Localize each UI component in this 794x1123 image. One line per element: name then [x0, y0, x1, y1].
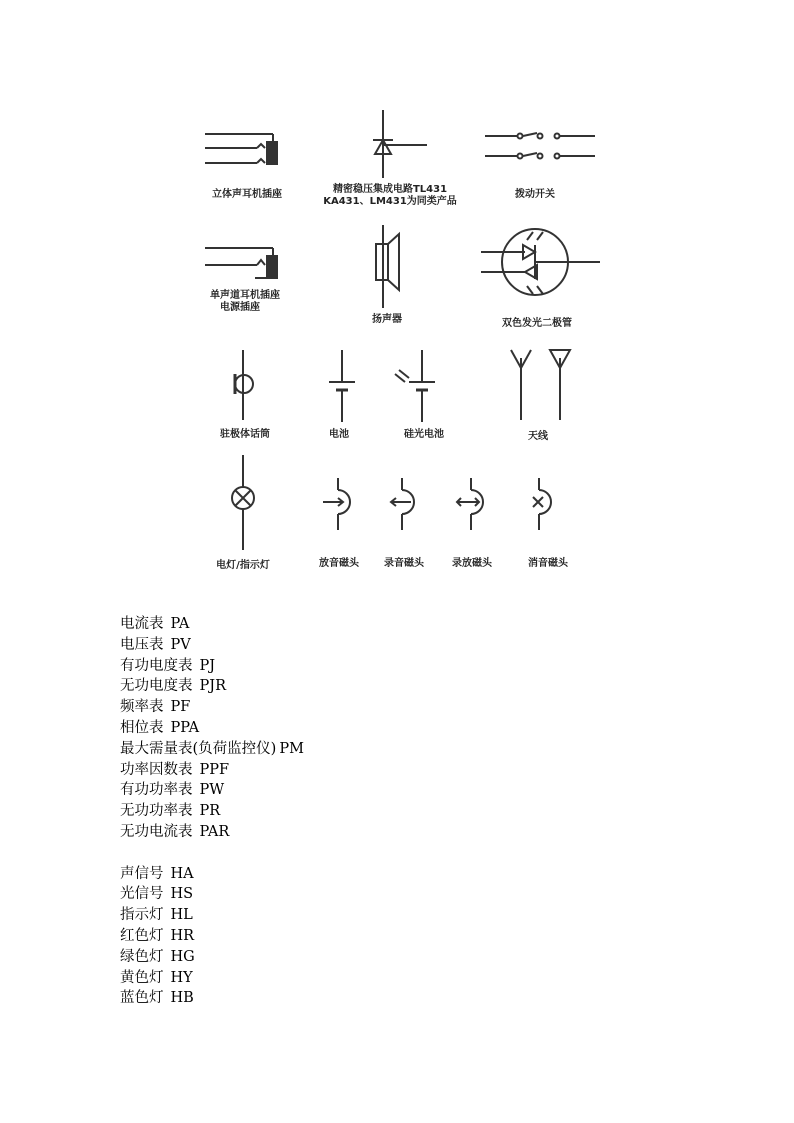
item-code: PJ: [199, 657, 216, 674]
list-item: [120, 926, 304, 947]
item-code: HS: [170, 886, 194, 903]
caption-speaker: 扬声器: [372, 314, 402, 325]
item-code: PAR: [199, 823, 230, 840]
list-item: [120, 718, 304, 739]
item-code: HL: [170, 907, 193, 924]
caption-record-head: 录音磁头: [384, 558, 424, 569]
item-code: HG: [170, 948, 195, 965]
erase-head-symbol: [533, 478, 551, 530]
electret-mic-symbol: [235, 350, 253, 420]
mono-jack-symbol: [205, 248, 277, 278]
item-code: PJR: [199, 678, 226, 695]
item-name: 频率表: [120, 699, 164, 716]
regulator-symbol: [373, 110, 427, 178]
caption-antenna: 天线: [528, 431, 548, 442]
item-name: 无功电度表: [120, 678, 193, 695]
list-item: [120, 697, 304, 718]
symbol-figure: [195, 100, 605, 580]
list-item: [120, 676, 304, 697]
item-name: 无功电流表: [120, 823, 193, 840]
item-code: PPF: [199, 761, 230, 778]
caption-toggle-switch: 拨动开关: [515, 189, 555, 200]
caption-erase-head: 消音磁头: [528, 558, 568, 569]
battery-symbol: [329, 350, 355, 422]
bicolor-led-symbol: [481, 229, 600, 295]
item-name: 电流表: [120, 616, 164, 632]
speaker-symbol: [376, 225, 399, 308]
antenna-symbol: [511, 350, 570, 420]
item-name: 声信号: [120, 865, 164, 882]
list-item: [120, 635, 304, 656]
item-name: 指示灯: [120, 907, 164, 924]
solar-cell-symbol: [395, 350, 435, 422]
item-code: HY: [170, 969, 193, 986]
item-code: HA: [170, 865, 194, 882]
list-item: [120, 968, 304, 989]
list-item: [120, 988, 304, 1009]
caption-stereo-jack: 立体声耳机插座: [212, 189, 282, 200]
caption-bicolor-led: 双色发光二极管: [502, 318, 572, 329]
item-code: PW: [199, 782, 225, 799]
item-code: PV: [170, 636, 191, 653]
item-name: 黄色灯: [120, 969, 164, 986]
item-code: PF: [170, 699, 191, 716]
item-name: 最大需量表(负荷监控仪): [120, 740, 277, 757]
list-item: [120, 801, 304, 822]
list-item: [120, 739, 304, 760]
item-name: 蓝色灯: [120, 990, 164, 1007]
list-item: [120, 864, 304, 885]
code-list: [120, 614, 304, 1009]
item-code: HR: [170, 927, 195, 944]
list-spacer: [120, 843, 304, 864]
item-name: 绿色灯: [120, 948, 164, 965]
item-name: 有功电度表: [120, 657, 193, 674]
list-item: [120, 614, 304, 635]
caption-play-head: 放音磁头: [319, 558, 359, 569]
caption-electret-mic: 驻极体话筒: [220, 429, 270, 440]
item-code: PA: [170, 616, 190, 632]
list-item: [120, 905, 304, 926]
caption-mono-jack-line1: 单声道耳机插座: [210, 290, 280, 301]
caption-rec-play-head: 录放磁头: [452, 558, 492, 569]
item-name: 相位表: [120, 719, 164, 736]
item-name: 有功功率表: [120, 782, 193, 799]
play-head-symbol: [323, 478, 350, 530]
item-code: PM: [279, 740, 304, 757]
caption-regulator-line1: 精密稳压集成电路TL431: [332, 184, 448, 195]
item-code: PPA: [170, 719, 200, 736]
list-item: [120, 760, 304, 781]
list-item: [120, 884, 304, 905]
item-code: HB: [170, 990, 194, 1007]
lamp-symbol: [232, 455, 254, 550]
list-item: [120, 780, 304, 801]
record-head-symbol: [391, 478, 414, 530]
caption-mono-jack-line2: 电源插座: [220, 302, 260, 313]
caption-solar-cell: 硅光电池: [404, 429, 444, 440]
item-code: PR: [199, 803, 221, 820]
item-name: 功率因数表: [120, 761, 193, 778]
list-item: [120, 656, 304, 677]
stereo-jack-symbol: [205, 134, 277, 164]
item-name: 电压表: [120, 636, 164, 653]
symbol-drawings: [195, 100, 605, 580]
item-name: 红色灯: [120, 927, 164, 944]
list-item: [120, 822, 304, 843]
caption-regulator-line2: KA431、LM431为同类产品: [323, 196, 457, 207]
item-name: 光信号: [120, 886, 164, 903]
rec-play-head-symbol: [457, 478, 483, 530]
caption-lamp: 电灯/指示灯: [216, 560, 270, 571]
caption-battery: 电池: [329, 429, 349, 440]
toggle-switch-symbol: [485, 133, 595, 159]
list-item: [120, 947, 304, 968]
item-name: 无功功率表: [120, 803, 193, 820]
